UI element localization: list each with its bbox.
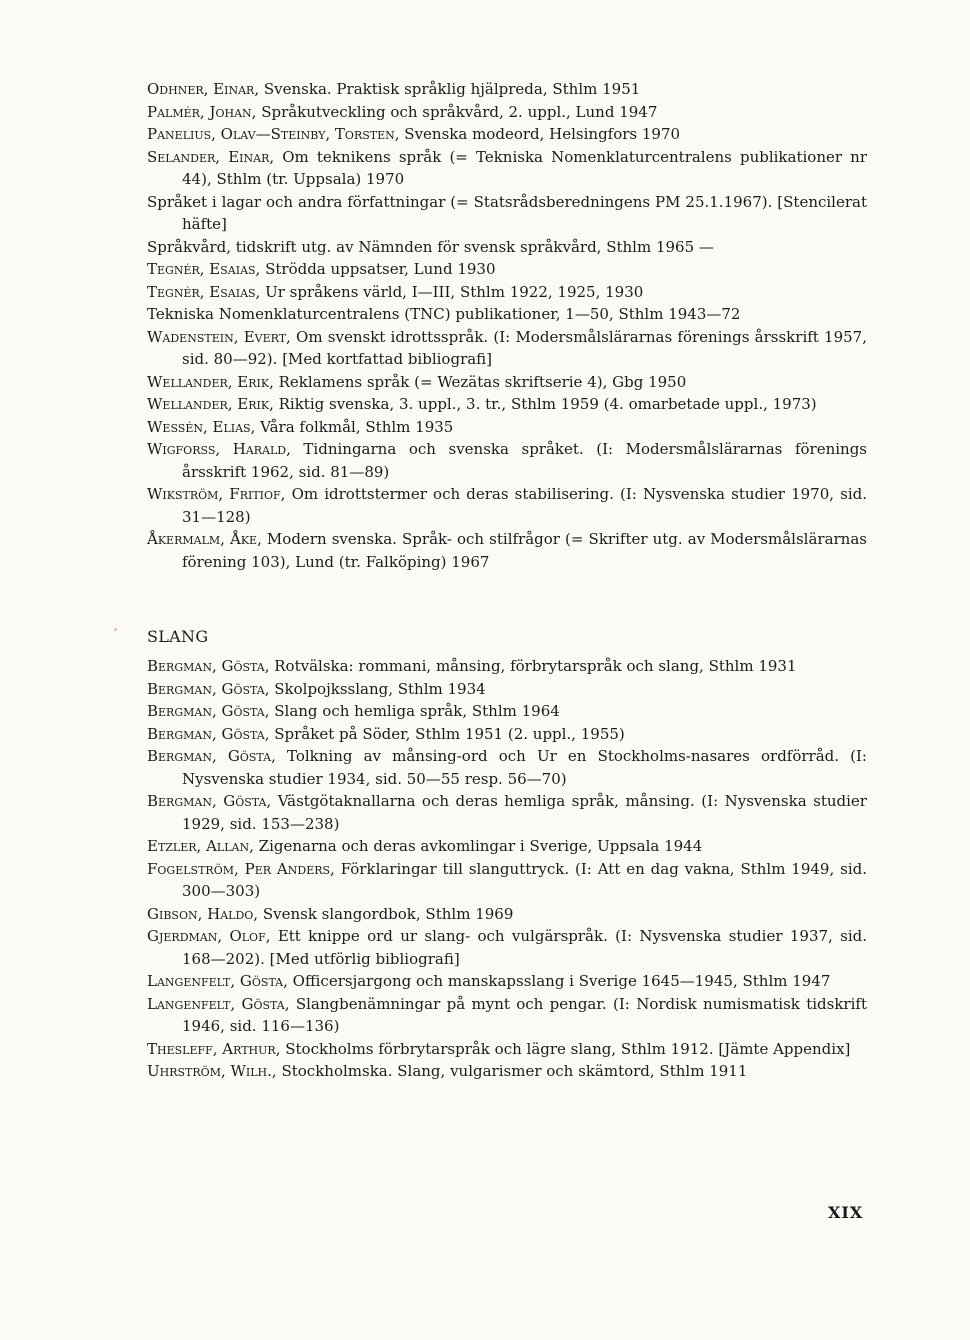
- entry-author: Wellander, Erik,: [147, 372, 274, 391]
- entry-text: Ett knippe ord ur slang- och vulgärspråk. (I: Nysvenska studier 1937, sid. 168—202). [Med utförlig bibliografi]: [182, 927, 867, 968]
- entry-text: Om idrottstermer och deras stabilisering. (I: Nysvenska studier 1970, sid. 31—128): [182, 485, 868, 526]
- bibliography-entry: [147, 371, 867, 394]
- bibliography-entry: [147, 745, 867, 790]
- bibliography-entry: [147, 655, 867, 678]
- entry-author: Langenfelt, Gösta,: [147, 972, 288, 990]
- entry-author: Bergman, Gösta,: [147, 657, 270, 675]
- entry-author: Bergman, Gösta,: [147, 792, 272, 810]
- entry-text: Skolpojksslang, Sthlm 1934: [269, 679, 486, 698]
- bibliography-entry: [147, 925, 867, 970]
- entry-author: Wessén, Elias,: [147, 417, 256, 436]
- entry-text: Västgötaknallarna och deras hemliga språk, månsing. (I: Nysvenska studier 1929, sid. 153—238): [182, 792, 867, 833]
- entry-text: Förklaringar till slanguttryck. (I: Att en dag vakna, Sthlm 1949, sid. 300—303): [182, 859, 867, 900]
- entry-text: Riktig svenska, 3. uppl., 3. tr., Sthlm 1959 (4. omarbetade uppl., 1973): [273, 395, 817, 413]
- entry-text: Ur språkens värld, I—III, Sthlm 1922, 1925, 1930: [260, 282, 644, 301]
- entry-text: Språket i lagar och andra författningar (= Statsrådsberedningens PM 25.1.1967). [Stencilerat häfte]: [147, 192, 867, 233]
- entry-author: Bergman, Gösta,: [147, 702, 270, 720]
- entry-text: Tolkning av månsing-ord och Ur en Stockholms-nasares ordförråd. (I: Nysvenska studier 1934, sid. 50—55 resp. 56—70): [182, 747, 867, 788]
- bibliography-entry: [147, 993, 867, 1038]
- entry-text: Officersjargong och manskapsslang i Sverige 1645—1945, Sthlm 1947: [287, 972, 831, 990]
- entry-author: Palmér, Johan,: [147, 102, 257, 121]
- entry-author: Bergman, Gösta,: [147, 679, 270, 698]
- entry-author: Selander, Einar,: [147, 147, 275, 166]
- entry-author: Uhrström, Wilh.,: [147, 1062, 277, 1080]
- bibliography-entry: [147, 281, 867, 304]
- entry-author: Fogelström, Per Anders,: [147, 859, 335, 878]
- bibliography-entry: [147, 700, 867, 723]
- bibliography-entry: [147, 1038, 867, 1061]
- bibliography-entry: [147, 678, 867, 701]
- entry-text: Tidningarna och svenska språket. (I: Modersmålslärarnas förenings årsskrift 1962, sid. 81—89): [182, 440, 867, 481]
- entry-text: Stockholms förbrytarspråk och lägre slang, Sthlm 1912. [Jämte Appendix]: [280, 1039, 851, 1058]
- entry-text: Språkutveckling och språkvård, 2. uppl., Lund 1947: [256, 102, 658, 121]
- bibliography-entry: [147, 303, 867, 326]
- bibliography-entry: [147, 393, 867, 416]
- entry-author: Langenfelt, Gösta,: [147, 994, 290, 1013]
- entry-text: Våra folkmål, Sthlm 1935: [255, 417, 454, 436]
- bibliography-entry: [147, 123, 867, 146]
- entry-text: Om teknikens språk (= Tekniska Nomenklaturcentralens publikationer nr 44), Sthlm (tr. Uppsala) 1970: [182, 147, 867, 188]
- bibliography-entry: [147, 416, 867, 439]
- entry-text: Modern svenska. Språk- och stilfrågor (= Skrifter utg. av Modersmålslärarnas förening 103), Lund (tr. Falköping) 1967: [182, 530, 867, 571]
- entry-author: Tegnér, Esaias,: [147, 282, 261, 301]
- bibliography-entry: [147, 438, 867, 483]
- bibliography-entry: [147, 858, 867, 903]
- entry-text: Svensk slangordbok, Sthlm 1969: [258, 904, 514, 923]
- bibliography-entry: [147, 528, 867, 573]
- entry-author: Gjerdman, Olof,: [147, 927, 271, 945]
- bibliography-entry: [147, 483, 867, 528]
- paper-speck: [114, 628, 117, 631]
- entry-author: Wadenstein, Evert,: [147, 327, 291, 346]
- bibliography-entry: [147, 191, 867, 236]
- bibliography-entry: [147, 903, 867, 926]
- entry-author: Åkermalm, Åke,: [147, 530, 262, 548]
- entry-author: Thesleff, Arthur,: [147, 1039, 281, 1058]
- entry-text: Zigenarna och deras avkomlingar i Sverige, Uppsala 1944: [253, 837, 703, 855]
- entry-text: Om svenskt idrottsspråk. (I: Modersmålslärarnas förenings årsskrift 1957, sid. 80—92). [Med kortfattad bibliografi]: [182, 327, 867, 368]
- entry-author: Wigforss, Harald,: [147, 440, 291, 458]
- entry-author: Tegnér, Esaias,: [147, 260, 261, 278]
- bibliography-list: [147, 78, 867, 573]
- entry-author: Wellander, Erik,: [147, 395, 274, 413]
- bibliography-entry: [147, 78, 867, 101]
- bibliography-entry: [147, 1060, 867, 1083]
- entry-author: Odhner, Einar,: [147, 80, 260, 98]
- entry-author: Panelius, Olav—Steinby, Torsten,: [147, 125, 400, 143]
- entry-author: Bergman, Gösta,: [147, 724, 270, 743]
- bibliography-entry: [147, 835, 867, 858]
- entry-text: Språkvård, tidskrift utg. av Nämnden för svensk språkvård, Sthlm 1965 —: [147, 237, 714, 256]
- bibliography-entry: [147, 146, 867, 191]
- bibliography-entry: [147, 790, 867, 835]
- bibliography-entry: [147, 258, 867, 281]
- bibliography-entry: [147, 326, 867, 371]
- page-number: XIX: [828, 1203, 864, 1222]
- entry-text: Slang och hemliga språk, Sthlm 1964: [269, 702, 560, 720]
- bibliography-entry: [147, 236, 867, 259]
- entry-text: Språket på Söder, Sthlm 1951 (2. uppl., 1955): [269, 724, 625, 743]
- entry-text: Svenska. Praktisk språklig hjälpreda, Sthlm 1951: [259, 80, 641, 98]
- entry-author: Gibson, Haldo,: [147, 904, 259, 923]
- bibliography-entry: [147, 101, 867, 124]
- entry-text: Slangbenämningar på mynt och pengar. (I: Nordisk numismatisk tidskrift 1946, sid. 116—136): [182, 994, 867, 1035]
- section-heading-slang: SLANG: [147, 627, 209, 646]
- entry-text: Reklamens språk (= Wezätas skriftserie 4), Gbg 1950: [273, 372, 687, 391]
- slang-bibliography-list: [147, 655, 867, 1083]
- bibliography-entry: [147, 970, 867, 993]
- entry-text: Svenska modeord, Helsingfors 1970: [399, 125, 681, 143]
- entry-text: Rotvälska: rommani, månsing, förbrytarspråk och slang, Sthlm 1931: [269, 657, 797, 675]
- bibliography-entry: [147, 723, 867, 746]
- entry-author: Etzler, Allan,: [147, 837, 254, 855]
- entry-author: Bergman, Gösta,: [147, 747, 276, 765]
- entry-text: Strödda uppsatser, Lund 1930: [260, 260, 496, 278]
- entry-text: Tekniska Nomenklaturcentralens (TNC) publikationer, 1—50, Sthlm 1943—72: [147, 305, 741, 323]
- entry-text: Stockholmska. Slang, vulgarismer och skämtord, Sthlm 1911: [276, 1062, 748, 1080]
- entry-author: Wikström, Fritiof,: [147, 485, 286, 503]
